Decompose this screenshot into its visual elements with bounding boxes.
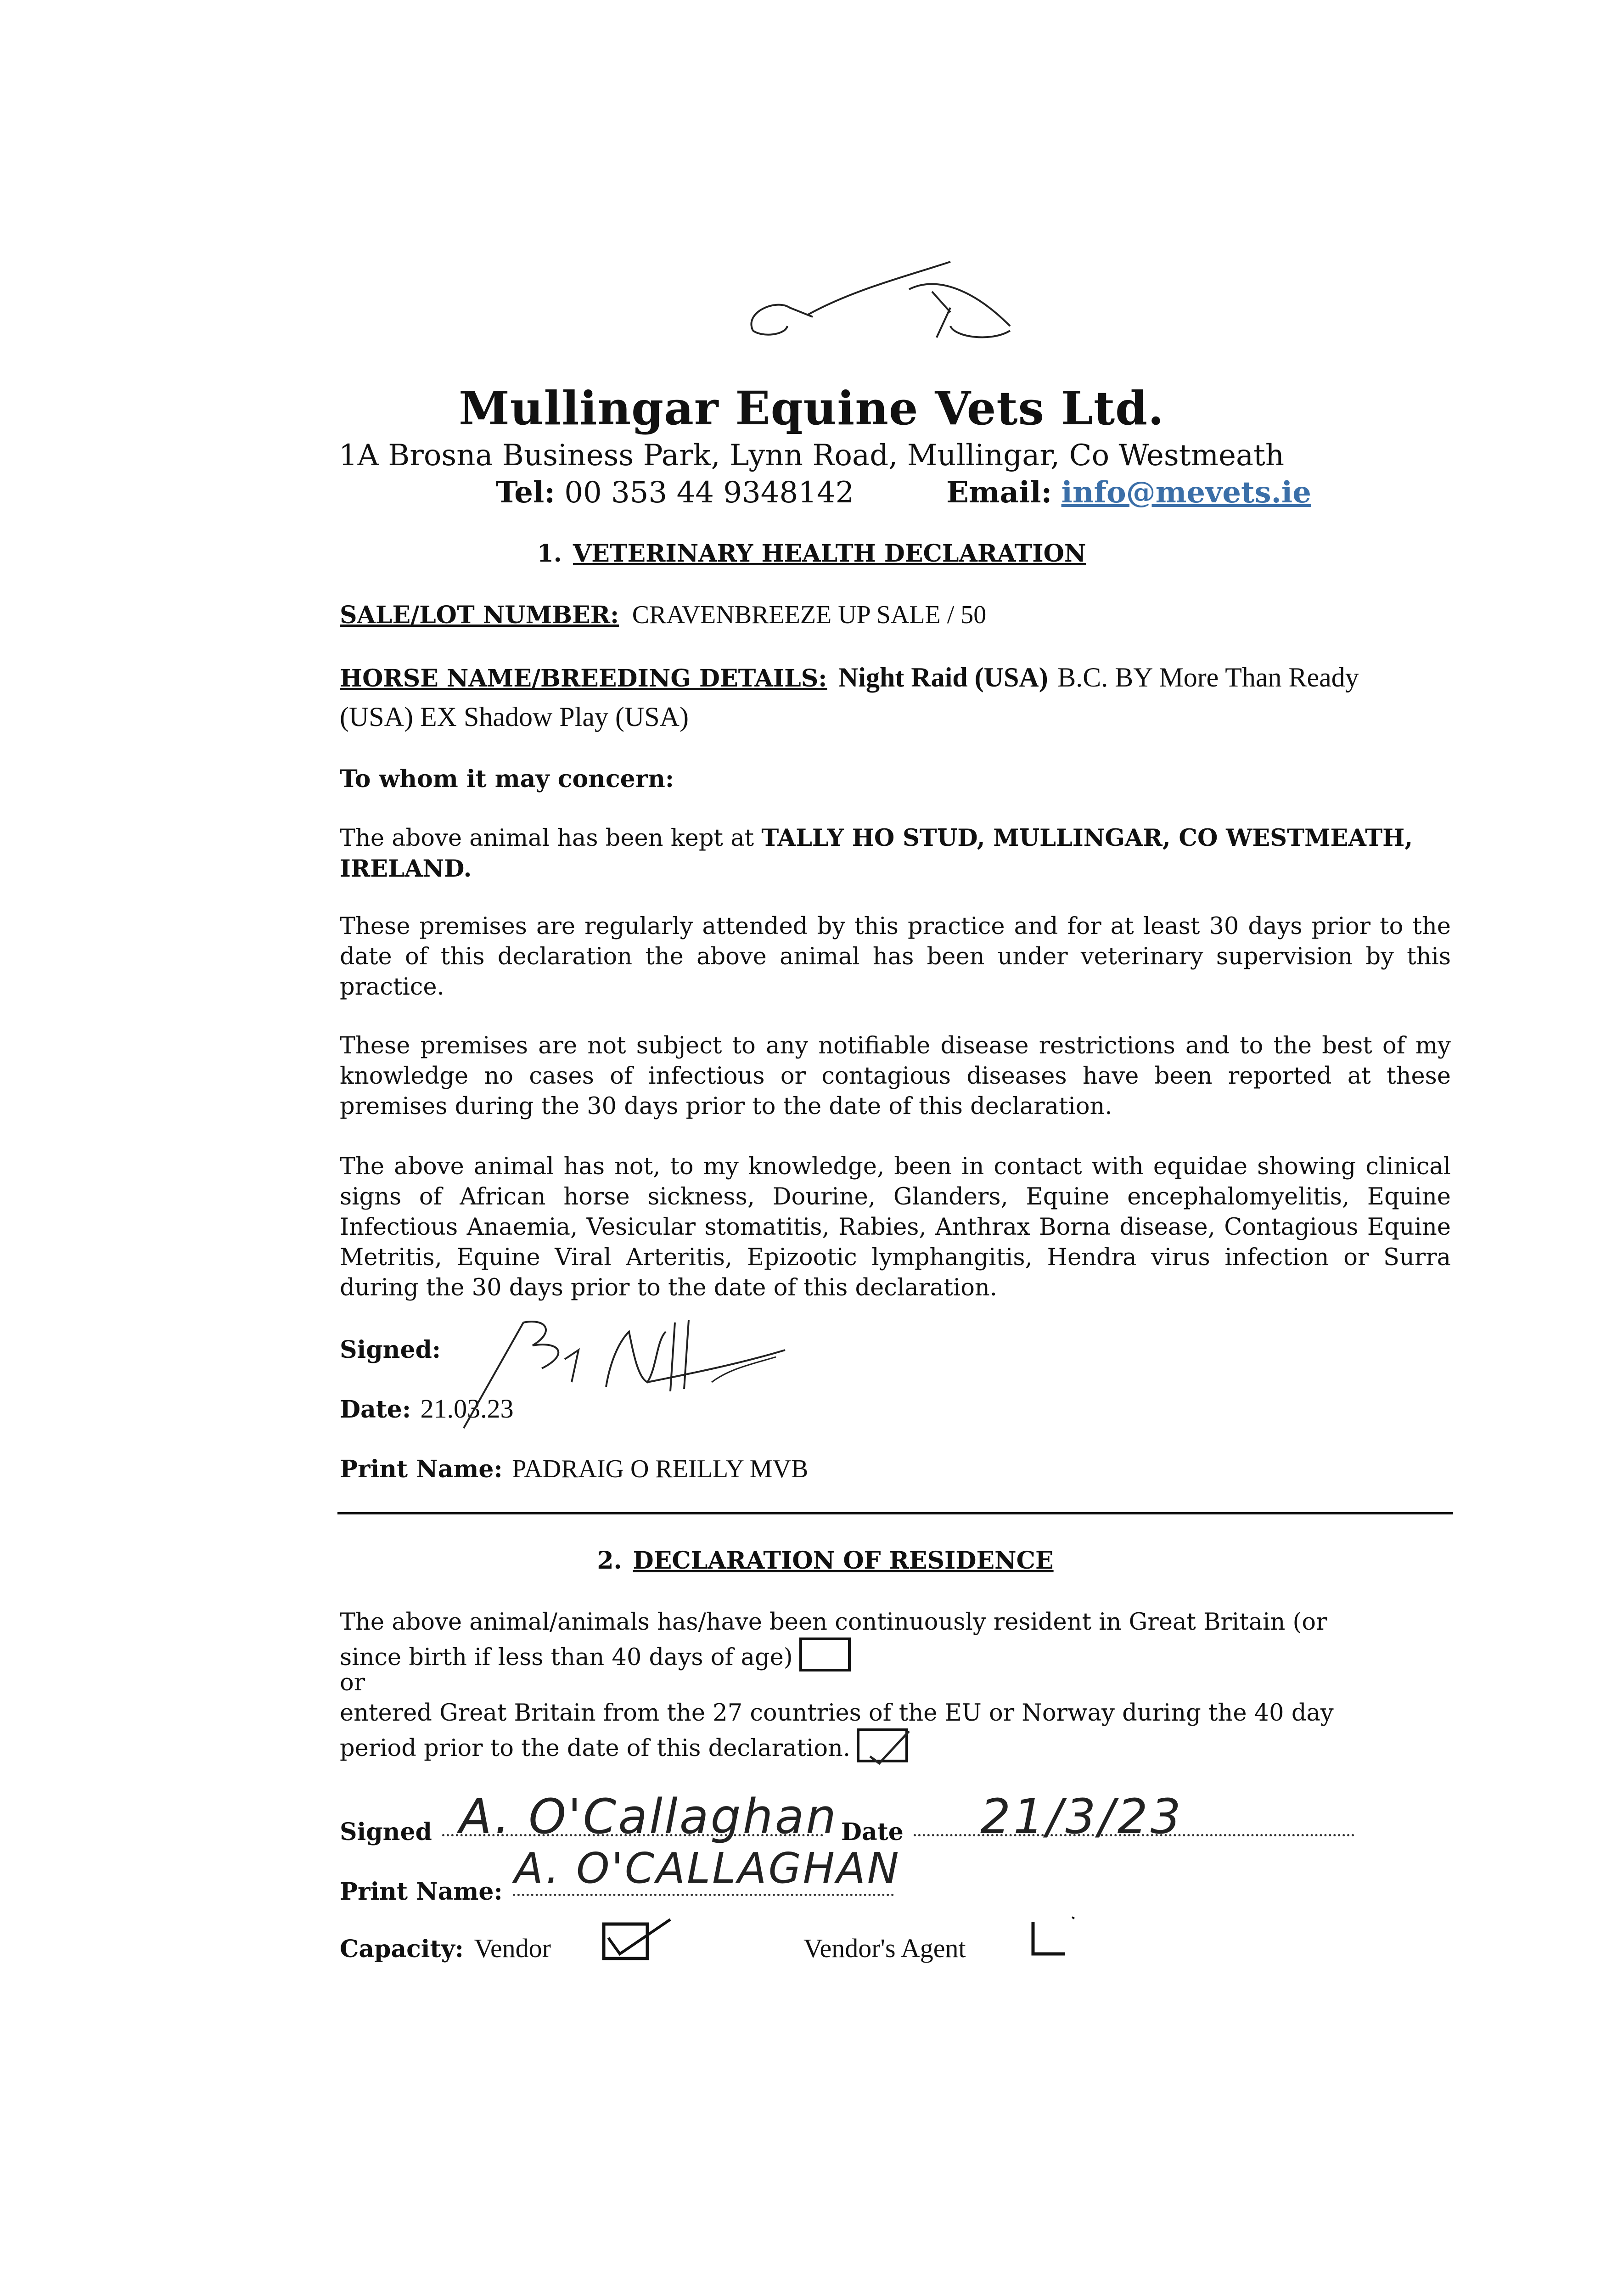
section-divider (337, 1512, 1453, 1514)
sale-lot-line (340, 599, 1451, 630)
company-address: 1A Brosna Business Park, Lynn Road, Mullingar, Co Westmeath (338, 439, 1285, 473)
vendor-checkbox[interactable] (597, 1915, 680, 1965)
or-text: or (340, 1669, 365, 1696)
horse-line-1 (340, 662, 1451, 694)
horse-name: Night Raid (USA) (838, 662, 1048, 692)
company-contact (496, 475, 1414, 510)
agent-checkbox[interactable] (1028, 1910, 1079, 1961)
vendor-print-name-handwritten: A. O'CALLAGHAN (514, 1844, 901, 1893)
capacity-label: Capacity: (340, 1935, 464, 1963)
vet-date-value: 21.03.23 (420, 1394, 514, 1424)
section1-title (0, 540, 1623, 568)
vet-signed-label: Signed: (340, 1336, 441, 1364)
kept-text: The above animal has been kept at (340, 825, 754, 852)
section2-title (0, 1547, 1623, 1575)
vet-signature (455, 1313, 803, 1433)
vendor-option-label: Vendor (474, 1933, 551, 1963)
section2-number: 2. (597, 1547, 622, 1575)
vendor-print-name-dots (513, 1894, 894, 1896)
tel-label: Tel: (496, 475, 555, 510)
residence-option-2: entered Great Britain from the 27 countries of the EU or Norway during the 40 day period prior to the date of this declaration. (340, 1698, 1451, 1764)
horse-details-2: (USA) EX Shadow Play (USA) (340, 702, 689, 732)
section1-title-text: VETERINARY HEALTH DECLARATION (573, 540, 1086, 568)
vendor-date-label: Date (841, 1818, 904, 1846)
entered-eu-checkbox[interactable] (857, 1728, 908, 1762)
vendor-signature: A. O'Callaghan (459, 1789, 838, 1845)
section1-number: 1. (537, 540, 562, 568)
company-name: Mullingar Equine Vets Ltd. (459, 381, 1164, 435)
email-link[interactable]: info@mevets.ie (1061, 475, 1311, 510)
horse-label: HORSE NAME/BREEDING DETAILS: (340, 664, 827, 692)
greeting: To whom it may concern: (340, 765, 674, 793)
horse-logo (735, 257, 1028, 363)
vet-print-name-line (340, 1453, 1451, 1485)
vet-print-name-label: Print Name: (340, 1455, 503, 1483)
vendor-signed-label: Signed (340, 1818, 432, 1846)
sale-lot-label: SALE/LOT NUMBER: (340, 601, 619, 629)
paragraph-diseases: The above animal has not, to my knowledge, been in contact with equidae showing clinical signs of African horse sickness, Dourine, Glanders, Equine encephalomyelitis, Equine Infectious Anaemia, Vesicular stomatitis, Rabies, Anthrax Borna disease, Contagious Equine Metritis, Equine Viral Arteritis, Epizootic lymphangitis, Hendra virus infection or Surra during the 30 days prior to the date of this declaration. (340, 1153, 1451, 1301)
email-label: Email: (946, 475, 1052, 510)
tel-value: 00 353 44 9348142 (564, 476, 854, 510)
horse-line-2 (340, 702, 1451, 732)
vendor-print-name-label: Print Name: (340, 1878, 503, 1906)
kept-at-paragraph (340, 823, 1451, 884)
kept-location-1: TALLY HO STUD, MULLINGAR, CO WESTMEATH, (761, 824, 1413, 852)
paragraph-restrictions: These premises are not subject to any notifiable disease restrictions and to the best of my knowledge no cases of infectious or contagious diseases have been reported at these premises during the 30 days prior to the date of this declaration. (340, 1032, 1451, 1120)
kept-location-2: IRELAND. (340, 855, 472, 883)
horse-details-1: B.C. BY More Than Ready (1057, 662, 1359, 692)
residence-option-1: The above animal/animals has/have been continuously resident in Great Britain (or since birth if less than 40 days of age) (340, 1609, 1327, 1671)
vet-print-name-value: PADRAIG O REILLY MVB (512, 1455, 809, 1483)
checkmark-icon (863, 1731, 914, 1768)
agent-option-label: Vendor's Agent (803, 1933, 966, 1963)
sale-lot-value: CRAVENBREEZE UP SALE / 50 (632, 601, 987, 629)
paragraph-supervision: These premises are regularly attended by this practice and for at least 30 days prior to the date of this declaration the above animal has been under veterinary supervision by this practice. (340, 913, 1451, 1001)
section2-title-text: DECLARATION OF RESIDENCE (633, 1547, 1054, 1575)
resident-checkbox[interactable] (799, 1638, 851, 1671)
vendor-date-handwritten: 21/3/23 (980, 1789, 1184, 1845)
vet-date-label: Date: (340, 1396, 411, 1424)
